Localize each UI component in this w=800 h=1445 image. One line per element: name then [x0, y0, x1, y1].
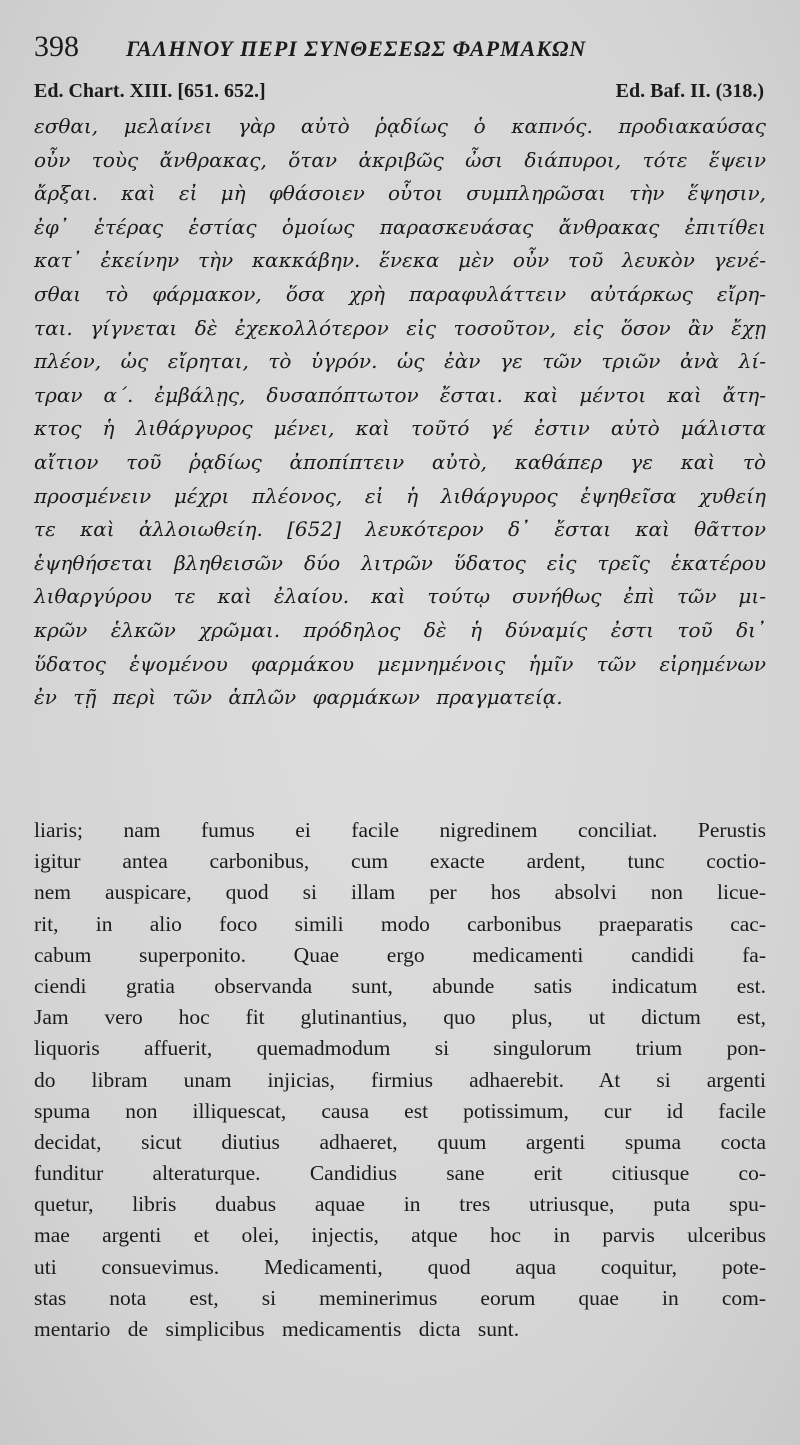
latin-text-line: decidat, sicut diutius adhaeret, quum argenti spuma cocta: [34, 1129, 766, 1154]
greek-text-line: κατ᾽ ἐκείνην τὴν κακκάβην. ἕνεκα μὲν οὖν τοῦ λευκὸν γενέ-: [34, 248, 766, 273]
latin-text-line: liaris; nam fumus ei facile nigredinem conciliat. Perustis: [34, 818, 766, 842]
edition-reference-basel: Ed. Baf. II. (318.): [615, 80, 764, 102]
latin-text-line: uti consuevimus. Medicamenti, quod aqua coquitur, pote-: [34, 1254, 766, 1279]
greek-text-line: οὖν τοὺς ἄνθρακας, ὅταν ἀκριβῶς ὦσι διάπυροι, τότε ἕψειν: [34, 147, 766, 172]
edition-reference-chartier: Ed. Chart. XIII. [651. 652.]: [34, 80, 266, 102]
greek-text-line: ται. γίγνεται δὲ ἐχεκολλότερον εἰς τοσοῦτον, εἰς ὅσον ἂν ἔχῃ: [34, 315, 766, 340]
greek-text-line: τραν α΄. ἐμβάλῃς, δυσαπόπτωτον ἔσται. καὶ μέντοι καὶ ἄτη-: [34, 382, 766, 407]
greek-text-line: κτος ἡ λιθάργυρος μένει, καὶ τοῦτό γέ ἐστιν αὐτὸ μάλιστα: [34, 416, 766, 441]
latin-text-line: do libram unam injicias, firmius adhaerebit. At si argenti: [34, 1067, 766, 1092]
greek-text-line: πλέον, ὡς εἴρηται, τὸ ὑγρόν. ὡς ἐὰν γε τῶν τριῶν ἀνὰ λί-: [34, 349, 766, 374]
latin-text-line: funditur alteraturque. Candidius sane erit citiusque co-: [34, 1161, 766, 1186]
greek-text-line: ἄρξαι. καὶ εἰ μὴ φθάσοιεν οὗτοι συμπληρῶσαι τὴν ἕψησιν,: [34, 181, 766, 206]
greek-text-line: σθαι τὸ φάρμακον, ὅσα χρὴ παραφυλάττειν αὐτάρκως εἴρη-: [34, 281, 766, 306]
latin-text-line: nem auspicare, quod si illam per hos absolvi non licue-: [34, 880, 766, 905]
page-number: 398: [34, 30, 79, 63]
greek-text-line: ἑψηθήσεται βληθεισῶν δύο λιτρῶν ὕδατος εἰς τρεῖς ἑκατέρου: [34, 550, 766, 575]
running-title: ΓΑΛΗΝΟΥ ΠΕΡΙ ΣΥΝΘΕΣΕΩΣ ΦΑΡΜΑΚΩΝ: [126, 36, 587, 61]
greek-text-line: λιθαργύρου τε καὶ ἐλαίου. καὶ τούτῳ συνήθως ἐπὶ τῶν μι-: [34, 584, 766, 609]
latin-text-line: quetur, libris duabus aquae in tres utriusque, puta spu-: [34, 1192, 766, 1217]
greek-text-line: τε καὶ ἀλλοιωθείη. [652] λευκότερον δ᾽ ἔσται καὶ θᾶττον: [34, 517, 766, 542]
greek-text-line: κρῶν ἑλκῶν χρῶμαι. πρόδηλος δὲ ἡ δύναμίς ἐστι τοῦ δι᾽: [34, 617, 766, 642]
latin-text-line: Jam vero hoc fit glutinantius, quo plus, ut dictum est,: [34, 1005, 766, 1030]
latin-text-line: ciendi gratia observanda sunt, abunde satis indicatum est.: [34, 973, 766, 998]
running-head: [34, 30, 774, 70]
greek-text-block: [34, 110, 766, 715]
latin-text-line: liquoris affuerit, quemadmodum si singulorum trium pon-: [34, 1036, 766, 1061]
latin-text-line: spuma non illiquescat, causa est potissimum, cur id facile: [34, 1098, 766, 1123]
latin-text-block: [34, 815, 766, 1345]
greek-text-line: ὕδατος ἑψομένου φαρμάκου μεμνημένοις ἡμῖν τῶν εἰρημένων: [34, 651, 766, 676]
latin-text-line: rit, in alio foco simili modo carbonibus praeparatis cac-: [34, 911, 766, 936]
latin-text-line: cabum superponito. Quae ergo medicamenti candidi fa-: [34, 942, 766, 967]
greek-text-line: προσμένειν μέχρι πλέονος, εἰ ἡ λιθάργυρος ἑψηθεῖσα χυθείη: [34, 483, 766, 508]
latin-text-line: mae argenti et olei, injectis, atque hoc in parvis ulceribus: [34, 1223, 766, 1248]
greek-text-line: ἐν τῇ περὶ τῶν ἁπλῶν φαρμάκων πραγματείᾳ.: [34, 685, 563, 710]
latin-text-line: mentario de simplicibus medicamentis dicta sunt.: [34, 1317, 520, 1341]
greek-text-line: αἴτιον τοῦ ῥᾳδίως ἀποπίπτειν αὐτὸ, καθάπερ γε καὶ τὸ: [34, 449, 766, 474]
latin-text-line: stas nota est, si meminerimus eorum quae in com-: [34, 1285, 766, 1310]
greek-text-line: ἐφ᾽ ἑτέρας ἑστίας ὁμοίως παρασκευάσας ἄνθρακας ἐπιτίθει: [34, 214, 766, 239]
latin-text-line: igitur antea carbonibus, cum exacte ardent, tunc coctio-: [34, 849, 766, 874]
edition-reference-line: [34, 80, 764, 106]
greek-text-line: εσθαι, μελαίνει γὰρ αὐτὸ ῥᾳδίως ὁ καπνός. προδιακαύσας: [34, 114, 766, 138]
